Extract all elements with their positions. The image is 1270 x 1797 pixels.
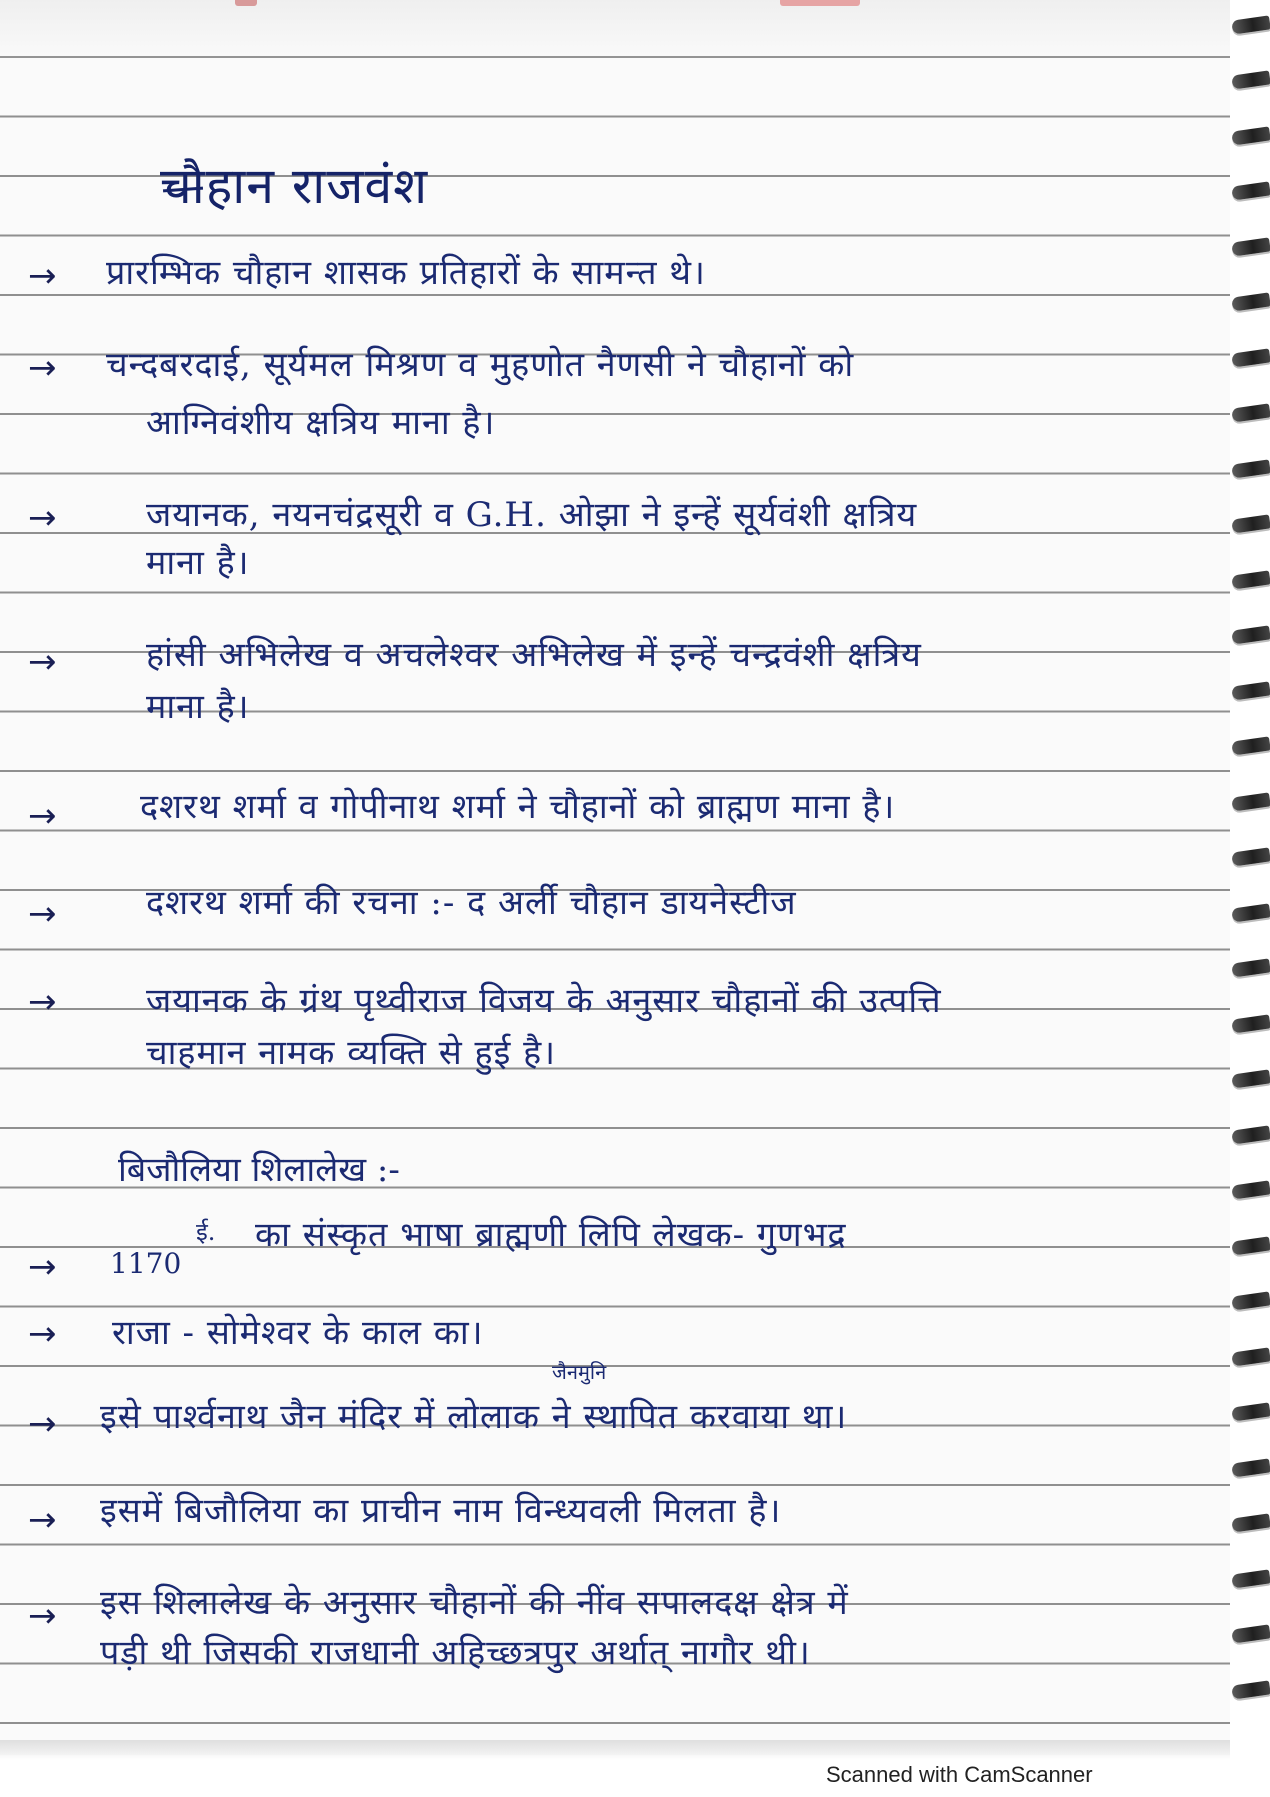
spiral-coil bbox=[1231, 1069, 1270, 1088]
arrow-right-icon: → bbox=[28, 796, 57, 836]
note-line: इसमें बिजौलिया का प्राचीन नाम विन्ध्यवली मिलता है। bbox=[100, 1491, 782, 1531]
spiral-coil bbox=[1231, 958, 1270, 977]
note-line: इसे पार्श्वनाथ जैन मंदिर में लोलाक ने स्थापित करवाया था। bbox=[100, 1397, 848, 1437]
arrow-right-icon: → bbox=[28, 982, 57, 1022]
spiral-coil bbox=[1231, 625, 1270, 644]
spiral-coil bbox=[1231, 181, 1270, 200]
spiral-coil bbox=[1231, 736, 1270, 755]
spiral-coil bbox=[1231, 1291, 1270, 1310]
arrow-right-icon: → bbox=[28, 1247, 57, 1287]
note-line: चन्दबरदाई, सूर्यमल मिश्रण व मुहणोत नैणसी ने चौहानों को bbox=[106, 345, 855, 385]
note-line: पड़ी थी जिसकी राजधानी अहिच्छत्रपुर अर्थात् नागौर थी। bbox=[100, 1633, 811, 1673]
note-line: हांसी अभिलेख व अचलेश्वर अभिलेख में इन्हें चन्द्रवंशी क्षत्रिय bbox=[146, 635, 922, 675]
spiral-coil bbox=[1231, 570, 1270, 589]
note-line: का संस्कृत भाषा ब्राह्मणी लिपि लेखक- गुणभद्र bbox=[255, 1215, 847, 1255]
spiral-coil bbox=[1231, 1402, 1270, 1421]
spiral-coil bbox=[1231, 1236, 1270, 1255]
spiral-coil bbox=[1231, 348, 1270, 367]
note-line: राजा - सोमेश्वर के काल का। bbox=[112, 1313, 484, 1353]
spiral-coil bbox=[1231, 514, 1270, 533]
note-line: चाहमान नामक व्यक्ति से हुई है। bbox=[146, 1033, 557, 1073]
year-suffix: ई. bbox=[196, 1218, 216, 1246]
note-line: प्रारम्भिक चौहान शासक प्रतिहारों के सामन्त थे। bbox=[106, 253, 706, 293]
inscription-year: 1170 bbox=[110, 1247, 182, 1280]
spiral-coil bbox=[1231, 1125, 1270, 1144]
spiral-coil bbox=[1231, 1458, 1270, 1477]
arrow-right-icon: → bbox=[28, 498, 57, 538]
note-line: माना है। bbox=[146, 687, 250, 727]
spiral-coil bbox=[1231, 847, 1270, 866]
spiral-coil bbox=[1231, 126, 1270, 145]
arrow-right-icon: → bbox=[28, 1404, 57, 1444]
note-line: माना है। bbox=[146, 543, 250, 583]
section-heading: बिजौलिया शिलालेख :- bbox=[118, 1150, 400, 1190]
spiral-coil bbox=[1231, 1180, 1270, 1199]
note-line: दशरथ शर्मा व गोपीनाथ शर्मा ने चौहानों को ब्राह्मण माना है। bbox=[140, 787, 896, 827]
spiral-coil bbox=[1231, 1513, 1270, 1532]
spiral-coil bbox=[1231, 70, 1270, 89]
arrow-right-icon: → bbox=[28, 1314, 57, 1354]
spiral-coil bbox=[1231, 1624, 1270, 1643]
page-title: चौहान राजवंश bbox=[160, 157, 429, 215]
page-top-mark bbox=[780, 0, 860, 6]
spiral-coil bbox=[1231, 903, 1270, 922]
spiral-coil bbox=[1231, 237, 1270, 256]
spiral-coil bbox=[1231, 681, 1270, 700]
note-line: जयानक के ग्रंथ पृथ्वीराज विजय के अनुसार चौहानों की उत्पत्ति bbox=[146, 981, 942, 1021]
spiral-coil bbox=[1231, 792, 1270, 811]
page-bottom-edge bbox=[0, 1740, 1230, 1760]
arrow-right-icon: → bbox=[28, 256, 57, 296]
spiral-coil bbox=[1231, 403, 1270, 422]
spiral-coil bbox=[1231, 292, 1270, 311]
arrow-right-icon: → bbox=[28, 642, 57, 682]
annotation-superscript: जैनमुनि bbox=[552, 1360, 607, 1384]
spiral-coil bbox=[1231, 1014, 1270, 1033]
spiral-binding bbox=[1226, 18, 1270, 1738]
note-line: दशरथ शर्मा की रचना :- द अर्ली चौहान डायनेस्टीज bbox=[146, 883, 797, 923]
scanner-watermark: Scanned with CamScanner bbox=[826, 1762, 1093, 1787]
spiral-coil bbox=[1231, 15, 1270, 34]
arrow-right-icon: → bbox=[28, 1500, 57, 1540]
spiral-coil bbox=[1231, 1569, 1270, 1588]
spiral-coil bbox=[1231, 1347, 1270, 1366]
arrow-right-icon: → bbox=[28, 1596, 57, 1636]
spiral-coil bbox=[1231, 459, 1270, 478]
note-line: आग्निवंशीय क्षत्रिय माना है। bbox=[146, 403, 496, 443]
note-line: जयानक, नयनचंद्रसूरी व G.H. ओझा ने इन्हें सूर्यवंशी क्षत्रिय bbox=[146, 495, 918, 535]
paper-shadow bbox=[0, 0, 1230, 60]
page-top-mark bbox=[235, 0, 257, 6]
arrow-right-icon: → bbox=[28, 894, 57, 934]
note-line: इस शिलालेख के अनुसार चौहानों की नींव सपालदक्ष क्षेत्र में bbox=[100, 1583, 849, 1623]
arrow-right-icon: → bbox=[28, 348, 57, 388]
spiral-coil bbox=[1231, 1680, 1270, 1699]
